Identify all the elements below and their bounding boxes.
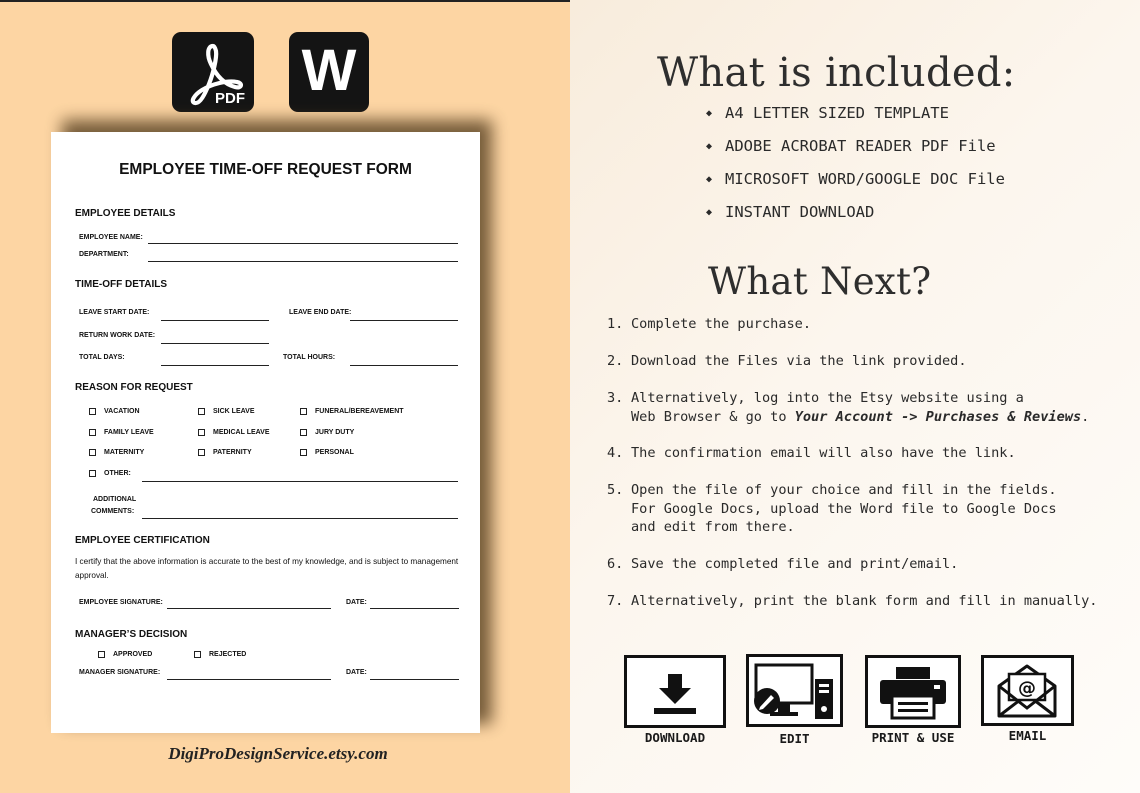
checkbox-paternity xyxy=(198,449,205,456)
checkbox-family-leave xyxy=(89,429,96,436)
checkbox-maternity xyxy=(89,449,96,456)
option-family-leave: FAMILY LEAVE xyxy=(104,429,154,436)
step-text-line-2 xyxy=(631,408,1089,427)
form-title: EMPLOYEE TIME-OFF REQUEST FORM xyxy=(119,161,412,178)
line-comments xyxy=(142,518,458,519)
print-label: PRINT & USE xyxy=(871,730,955,745)
label-employee-name: EMPLOYEE NAME: xyxy=(79,234,143,241)
checkbox-sick-leave xyxy=(198,408,205,415)
email-label: EMAIL xyxy=(1008,728,1047,743)
line-employee-signature xyxy=(167,608,331,609)
included-item xyxy=(706,203,874,221)
step-text-line-3: and edit from there. xyxy=(631,519,795,535)
included-title: What is included: xyxy=(657,50,1016,96)
line-manager-date xyxy=(370,679,459,680)
option-maternity: MATERNITY xyxy=(104,449,145,456)
label-department: DEPARTMENT: xyxy=(79,251,129,258)
section-time-off-details: TIME-OFF DETAILS xyxy=(75,279,168,290)
checkbox-funeral xyxy=(300,408,307,415)
printer-icon xyxy=(865,655,961,728)
line-leave-start xyxy=(161,320,269,321)
label-leave-end: LEAVE END DATE: xyxy=(289,309,352,316)
step-text: Alternatively, print the blank form and fill in manually. xyxy=(631,593,1098,609)
step-number: 2. xyxy=(607,353,624,369)
label-total-hours: TOTAL HOURS: xyxy=(283,354,336,361)
line-leave-end xyxy=(350,320,458,321)
label-manager-signature: MANAGER SIGNATURE: xyxy=(79,669,161,676)
step-text-line-2: For Google Docs, upload the Word file to Google Docs xyxy=(631,500,1057,517)
included-item-text: INSTANT DOWNLOAD xyxy=(725,203,875,221)
download-label: DOWNLOAD xyxy=(644,730,706,745)
step-number: 6. xyxy=(607,556,624,572)
bullet-icon: ◆ xyxy=(706,207,713,218)
bullet-icon: ◆ xyxy=(706,108,713,119)
bullet-icon: ◆ xyxy=(706,141,713,152)
option-jury-duty: JURY DUTY xyxy=(315,429,355,436)
step-number: 1. xyxy=(607,316,624,332)
option-personal: PERSONAL xyxy=(315,449,354,456)
line-total-hours xyxy=(350,365,458,366)
label-comments: COMMENTS: xyxy=(91,508,135,515)
included-item-text: MICROSOFT WORD/GOOGLE DOC File xyxy=(725,170,1005,188)
option-paternity: PATERNITY xyxy=(213,449,252,456)
label-leave-start: LEAVE START DATE: xyxy=(79,309,150,316)
word-icon-letter: W xyxy=(301,38,357,103)
section-certification: EMPLOYEE CERTIFICATION xyxy=(75,535,210,546)
label-employee-date: DATE: xyxy=(346,599,367,606)
checkbox-vacation xyxy=(89,408,96,415)
top-border-line xyxy=(0,0,570,2)
step-number: 5. xyxy=(607,482,624,498)
svg-text:@: @ xyxy=(1018,678,1036,699)
next-title: What Next? xyxy=(708,260,932,303)
checkbox-jury-duty xyxy=(300,429,307,436)
step-number: 3. xyxy=(607,390,624,406)
line-total-days xyxy=(161,365,269,366)
checkbox-other xyxy=(89,470,96,477)
step-text: Open the file of your choice and fill in the fields. xyxy=(631,482,1057,498)
step-text-part: Web Browser & go to xyxy=(631,408,795,425)
email-icon xyxy=(981,655,1074,726)
line-employee-name xyxy=(148,243,458,244)
checkbox-rejected xyxy=(194,651,201,658)
line-employee-date xyxy=(370,608,459,609)
edit-label: EDIT xyxy=(779,731,810,746)
step-text: The confirmation email will also have the link. xyxy=(631,445,1016,461)
download-icon xyxy=(624,655,726,728)
shop-url: DigiProDesignService.etsy.com xyxy=(168,744,388,763)
step-text: Alternatively, log into the Etsy website using a xyxy=(631,390,1024,406)
option-rejected: REJECTED xyxy=(209,651,247,658)
step-text: Complete the purchase. xyxy=(631,316,812,332)
section-employee-details: EMPLOYEE DETAILS xyxy=(75,208,176,219)
bullet-icon: ◆ xyxy=(706,174,713,185)
option-medical-leave: MEDICAL LEAVE xyxy=(213,429,270,436)
step-emphasis: Your Account -> Purchases & Reviews xyxy=(794,408,1082,425)
option-sick-leave: SICK LEAVE xyxy=(213,408,255,415)
option-funeral: FUNERAL/BEREAVEMENT xyxy=(315,408,404,415)
section-manager-decision: MANAGER’S DECISION xyxy=(75,629,188,640)
included-item xyxy=(706,137,996,155)
step-number: 4. xyxy=(607,445,624,461)
label-total-days: TOTAL DAYS: xyxy=(79,354,125,361)
option-vacation: VACATION xyxy=(104,408,140,415)
label-employee-signature: EMPLOYEE SIGNATURE: xyxy=(79,599,163,606)
computer-edit-icon xyxy=(746,654,843,727)
line-other xyxy=(142,481,458,482)
step-number: 7. xyxy=(607,593,624,609)
included-item-text: ADOBE ACROBAT READER PDF File xyxy=(725,137,996,155)
checkbox-approved xyxy=(98,651,105,658)
line-manager-signature xyxy=(167,679,331,680)
certification-text: I certify that the above information is accurate to the best of my knowledge, and is subject to management approval. xyxy=(75,557,459,580)
option-approved: APPROVED xyxy=(113,651,153,658)
adobe-pdf-icon xyxy=(172,32,254,112)
checkbox-medical-leave xyxy=(198,429,205,436)
word-icon xyxy=(289,32,369,112)
line-department xyxy=(148,261,458,262)
included-item xyxy=(706,170,1005,188)
included-item xyxy=(706,104,949,122)
checkbox-personal xyxy=(300,449,307,456)
section-reason: REASON FOR REQUEST xyxy=(75,382,193,393)
label-additional: ADDITIONAL xyxy=(93,496,137,503)
step-text: Save the completed file and print/email. xyxy=(631,556,959,572)
pdf-icon-label: PDF xyxy=(215,90,245,107)
line-return-work xyxy=(161,343,269,344)
form-preview-page xyxy=(51,132,480,733)
label-manager-date: DATE: xyxy=(346,669,367,676)
step-text-tail: . xyxy=(1081,408,1090,425)
included-item-text: A4 LETTER SIZED TEMPLATE xyxy=(725,104,949,122)
label-return-work: RETURN WORK DATE: xyxy=(79,332,156,339)
option-other: OTHER: xyxy=(104,470,131,477)
step-text: Download the Files via the link provided. xyxy=(631,353,967,369)
